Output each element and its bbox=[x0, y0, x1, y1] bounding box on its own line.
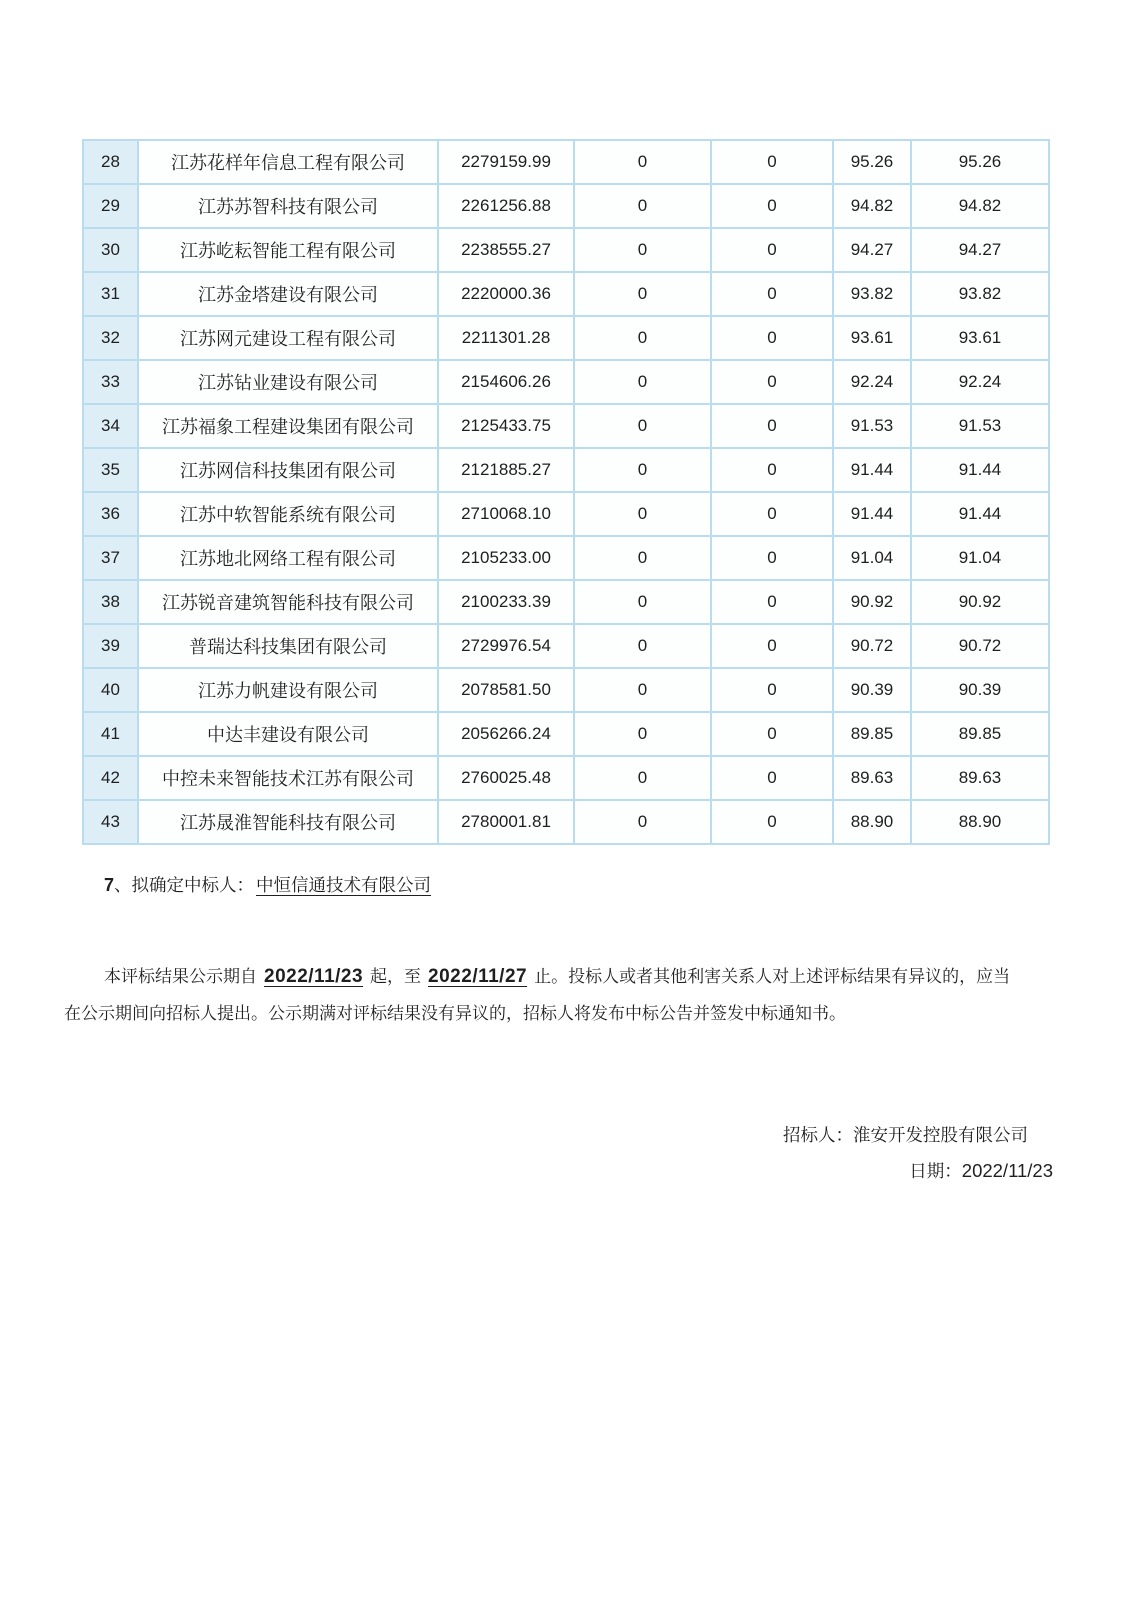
cell-col5-zero: 0 bbox=[711, 228, 833, 272]
cell-col5-zero: 0 bbox=[711, 184, 833, 228]
cell-score: 91.44 bbox=[833, 492, 911, 536]
cell-rank: 29 bbox=[83, 184, 138, 228]
cell-col4-zero: 0 bbox=[574, 140, 711, 184]
cell-rank: 32 bbox=[83, 316, 138, 360]
notice-paragraph bbox=[64, 958, 1054, 1032]
cell-total-score: 91.44 bbox=[911, 448, 1049, 492]
date-label: 日期： bbox=[909, 1161, 962, 1181]
cell-bid-amount: 2211301.28 bbox=[438, 316, 574, 360]
cell-company-name: 江苏钻业建设有限公司 bbox=[138, 360, 438, 404]
cell-col5-zero: 0 bbox=[711, 668, 833, 712]
cell-bid-amount: 2220000.36 bbox=[438, 272, 574, 316]
cell-rank: 40 bbox=[83, 668, 138, 712]
cell-bid-amount: 2121885.27 bbox=[438, 448, 574, 492]
cell-col4-zero: 0 bbox=[574, 580, 711, 624]
cell-score: 93.82 bbox=[833, 272, 911, 316]
cell-company-name: 中控未来智能技术江苏有限公司 bbox=[138, 756, 438, 800]
cell-rank: 34 bbox=[83, 404, 138, 448]
cell-score: 95.26 bbox=[833, 140, 911, 184]
cell-col4-zero: 0 bbox=[574, 228, 711, 272]
cell-total-score: 91.04 bbox=[911, 536, 1049, 580]
cell-rank: 39 bbox=[83, 624, 138, 668]
cell-total-score: 91.44 bbox=[911, 492, 1049, 536]
cell-col4-zero: 0 bbox=[574, 800, 711, 844]
cell-score: 91.04 bbox=[833, 536, 911, 580]
cell-bid-amount: 2261256.88 bbox=[438, 184, 574, 228]
cell-rank: 30 bbox=[83, 228, 138, 272]
cell-company-name: 普瑞达科技集团有限公司 bbox=[138, 624, 438, 668]
bid-table-body bbox=[83, 140, 1049, 844]
cell-col4-zero: 0 bbox=[574, 668, 711, 712]
cell-rank: 41 bbox=[83, 712, 138, 756]
cell-score: 94.27 bbox=[833, 228, 911, 272]
cell-total-score: 90.92 bbox=[911, 580, 1049, 624]
notice-text-1: 本评标结果公示期自 bbox=[104, 967, 257, 986]
table-row bbox=[83, 580, 1049, 624]
cell-total-score: 89.63 bbox=[911, 756, 1049, 800]
table-row bbox=[83, 536, 1049, 580]
cell-col5-zero: 0 bbox=[711, 580, 833, 624]
cell-col4-zero: 0 bbox=[574, 316, 711, 360]
cell-col5-zero: 0 bbox=[711, 140, 833, 184]
cell-col4-zero: 0 bbox=[574, 184, 711, 228]
cell-score: 88.90 bbox=[833, 800, 911, 844]
table-row bbox=[83, 316, 1049, 360]
cell-bid-amount: 2238555.27 bbox=[438, 228, 574, 272]
cell-col5-zero: 0 bbox=[711, 800, 833, 844]
bid-evaluation-table bbox=[82, 139, 1050, 845]
cell-bid-amount: 2760025.48 bbox=[438, 756, 574, 800]
table-row bbox=[83, 624, 1049, 668]
cell-bid-amount: 2100233.39 bbox=[438, 580, 574, 624]
cell-score: 89.85 bbox=[833, 712, 911, 756]
cell-score: 90.92 bbox=[833, 580, 911, 624]
cell-col5-zero: 0 bbox=[711, 756, 833, 800]
cell-total-score: 94.27 bbox=[911, 228, 1049, 272]
cell-company-name: 江苏屹耘智能工程有限公司 bbox=[138, 228, 438, 272]
cell-company-name: 江苏网元建设工程有限公司 bbox=[138, 316, 438, 360]
cell-bid-amount: 2078581.50 bbox=[438, 668, 574, 712]
table-row bbox=[83, 668, 1049, 712]
cell-rank: 43 bbox=[83, 800, 138, 844]
cell-score: 91.44 bbox=[833, 448, 911, 492]
cell-total-score: 89.85 bbox=[911, 712, 1049, 756]
cell-rank: 38 bbox=[83, 580, 138, 624]
cell-company-name: 江苏苏智科技有限公司 bbox=[138, 184, 438, 228]
notice-text-4: 在公示期间向招标人提出。公示期满对评标结果没有异议的，招标人将发布中标公告并签发中标通知书。 bbox=[64, 1004, 846, 1023]
cell-col5-zero: 0 bbox=[711, 272, 833, 316]
cell-total-score: 90.39 bbox=[911, 668, 1049, 712]
cell-total-score: 88.90 bbox=[911, 800, 1049, 844]
cell-bid-amount: 2154606.26 bbox=[438, 360, 574, 404]
cell-total-score: 90.72 bbox=[911, 624, 1049, 668]
cell-total-score: 92.24 bbox=[911, 360, 1049, 404]
cell-company-name: 江苏金塔建设有限公司 bbox=[138, 272, 438, 316]
cell-company-name: 江苏晟淮智能科技有限公司 bbox=[138, 800, 438, 844]
cell-bid-amount: 2105233.00 bbox=[438, 536, 574, 580]
cell-bid-amount: 2125433.75 bbox=[438, 404, 574, 448]
cell-company-name: 江苏地北网络工程有限公司 bbox=[138, 536, 438, 580]
cell-total-score: 91.53 bbox=[911, 404, 1049, 448]
cell-rank: 35 bbox=[83, 448, 138, 492]
cell-col4-zero: 0 bbox=[574, 360, 711, 404]
cell-bid-amount: 2729976.54 bbox=[438, 624, 574, 668]
publicity-end-date: 2022/11/27 bbox=[428, 966, 528, 987]
signature-date-line bbox=[909, 1158, 1053, 1183]
cell-score: 90.72 bbox=[833, 624, 911, 668]
cell-col5-zero: 0 bbox=[711, 448, 833, 492]
cell-company-name: 江苏锐音建筑智能科技有限公司 bbox=[138, 580, 438, 624]
winner-company-name: 中恒信通技术有限公司 bbox=[256, 875, 432, 895]
cell-rank: 36 bbox=[83, 492, 138, 536]
cell-score: 93.61 bbox=[833, 316, 911, 360]
table-row bbox=[83, 492, 1049, 536]
bidder-label: 招标人： bbox=[783, 1125, 853, 1145]
table-row bbox=[83, 184, 1049, 228]
cell-col4-zero: 0 bbox=[574, 492, 711, 536]
cell-company-name: 中达丰建设有限公司 bbox=[138, 712, 438, 756]
cell-col4-zero: 0 bbox=[574, 448, 711, 492]
cell-score: 89.63 bbox=[833, 756, 911, 800]
bidder-name: 淮安开发控股有限公司 bbox=[853, 1125, 1028, 1145]
cell-total-score: 93.82 bbox=[911, 272, 1049, 316]
signature-date: 2022/11/23 bbox=[961, 1160, 1053, 1181]
notice-text-2: 起，至 bbox=[370, 967, 422, 986]
cell-bid-amount: 2279159.99 bbox=[438, 140, 574, 184]
table-row bbox=[83, 228, 1049, 272]
cell-company-name: 江苏福象工程建设集团有限公司 bbox=[138, 404, 438, 448]
signature-bidder-line bbox=[783, 1122, 1028, 1147]
cell-score: 90.39 bbox=[833, 668, 911, 712]
notice-text-3: 止。投标人或者其他利害关系人对上述评标结果有异议的，应当 bbox=[534, 967, 1011, 986]
cell-score: 94.82 bbox=[833, 184, 911, 228]
cell-bid-amount: 2056266.24 bbox=[438, 712, 574, 756]
table-row bbox=[83, 756, 1049, 800]
cell-company-name: 江苏网信科技集团有限公司 bbox=[138, 448, 438, 492]
cell-company-name: 江苏力帆建设有限公司 bbox=[138, 668, 438, 712]
winner-label: 、拟确定中标人： bbox=[114, 875, 255, 895]
cell-rank: 33 bbox=[83, 360, 138, 404]
notice-line-1 bbox=[64, 958, 1054, 995]
cell-col4-zero: 0 bbox=[574, 536, 711, 580]
cell-rank: 28 bbox=[83, 140, 138, 184]
cell-total-score: 93.61 bbox=[911, 316, 1049, 360]
winner-item-number: 7 bbox=[104, 875, 115, 895]
cell-col5-zero: 0 bbox=[711, 536, 833, 580]
table-row bbox=[83, 360, 1049, 404]
cell-col4-zero: 0 bbox=[574, 756, 711, 800]
cell-col5-zero: 0 bbox=[711, 360, 833, 404]
publicity-start-date: 2022/11/23 bbox=[264, 966, 364, 987]
cell-score: 92.24 bbox=[833, 360, 911, 404]
cell-bid-amount: 2780001.81 bbox=[438, 800, 574, 844]
winner-line bbox=[104, 872, 431, 897]
cell-rank: 42 bbox=[83, 756, 138, 800]
cell-col4-zero: 0 bbox=[574, 404, 711, 448]
cell-col5-zero: 0 bbox=[711, 316, 833, 360]
table-row bbox=[83, 404, 1049, 448]
cell-col5-zero: 0 bbox=[711, 492, 833, 536]
cell-col5-zero: 0 bbox=[711, 624, 833, 668]
cell-col4-zero: 0 bbox=[574, 272, 711, 316]
cell-rank: 37 bbox=[83, 536, 138, 580]
cell-col5-zero: 0 bbox=[711, 404, 833, 448]
table-row bbox=[83, 800, 1049, 844]
cell-company-name: 江苏中软智能系统有限公司 bbox=[138, 492, 438, 536]
table-row bbox=[83, 272, 1049, 316]
cell-company-name: 江苏花样年信息工程有限公司 bbox=[138, 140, 438, 184]
table-row bbox=[83, 712, 1049, 756]
cell-rank: 31 bbox=[83, 272, 138, 316]
cell-total-score: 94.82 bbox=[911, 184, 1049, 228]
table-row bbox=[83, 140, 1049, 184]
cell-bid-amount: 2710068.10 bbox=[438, 492, 574, 536]
cell-total-score: 95.26 bbox=[911, 140, 1049, 184]
cell-col4-zero: 0 bbox=[574, 712, 711, 756]
cell-col5-zero: 0 bbox=[711, 712, 833, 756]
cell-col4-zero: 0 bbox=[574, 624, 711, 668]
table-row bbox=[83, 448, 1049, 492]
notice-line-2 bbox=[64, 995, 1054, 1032]
cell-score: 91.53 bbox=[833, 404, 911, 448]
